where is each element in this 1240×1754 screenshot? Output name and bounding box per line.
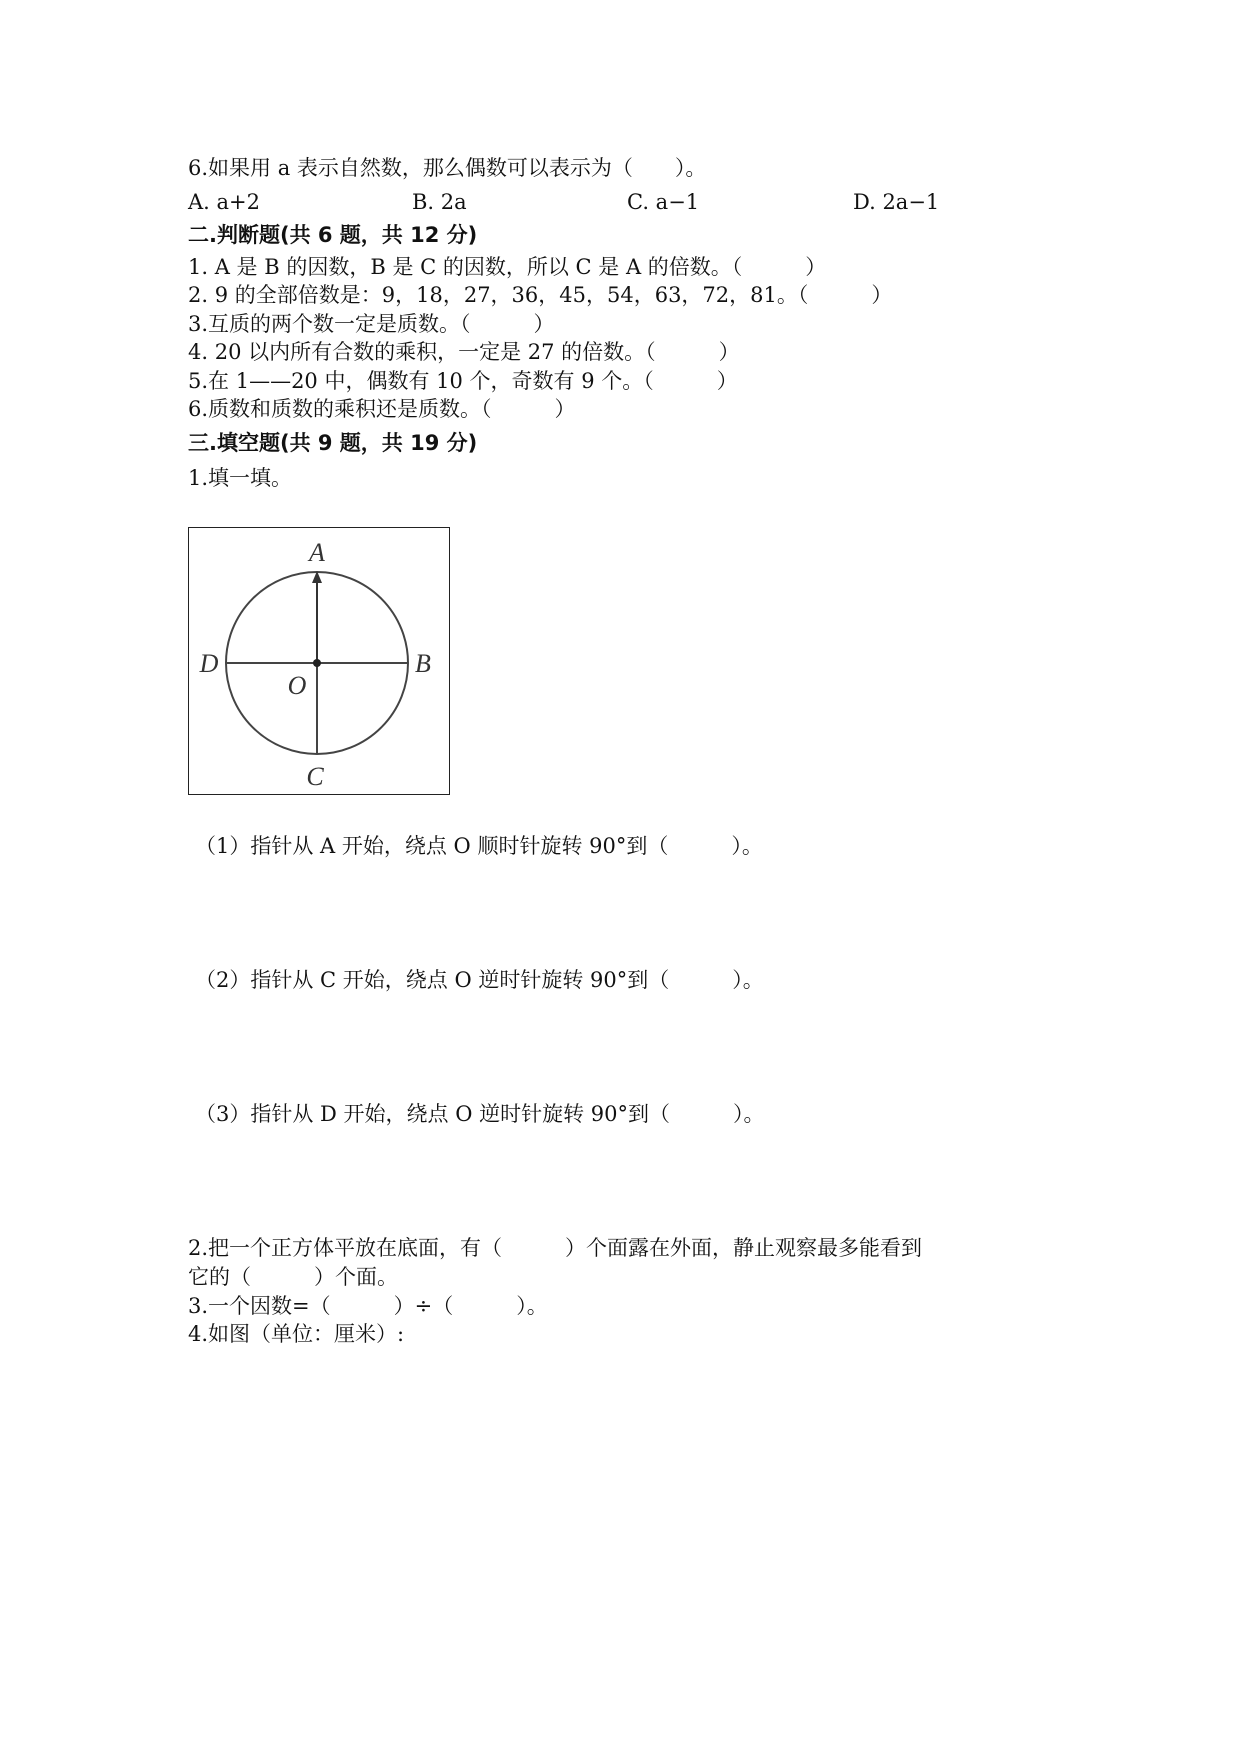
fill-q2-line2: 它的（ ）个面。	[188, 1265, 398, 1289]
judge-item-5: 5.在 1——20 中，偶数有 10 个，奇数有 9 个。（ ）	[188, 369, 738, 393]
judge-item-4: 4. 20 以内所有合数的乘积，一定是 27 的倍数。（ ）	[188, 340, 740, 364]
fill-q1-sub1: （1）指针从 A 开始，绕点 O 顺时针旋转 90°到（ ）。	[195, 834, 763, 858]
option-d: D. 2a−1	[853, 190, 940, 214]
fill-q1-sub3: （3）指针从 D 开始，绕点 O 逆时针旋转 90°到（ ）。	[195, 1102, 765, 1126]
fill-q2-line1: 2.把一个正方体平放在底面，有（ ）个面露在外面，静止观察最多能看到	[188, 1236, 923, 1260]
label-b: B	[415, 649, 431, 678]
option-b: B. 2a	[412, 190, 467, 214]
section-3-title: 三.填空题(共 9 题，共 19 分)	[188, 431, 478, 455]
section-2-title: 二.判断题(共 6 题，共 12 分)	[188, 223, 478, 247]
judge-item-2: 2. 9 的全部倍数是：9，18，27，36，45，54，63，72，81。（ ）	[188, 283, 893, 307]
judge-item-3: 3.互质的两个数一定是质数。（ ）	[188, 312, 555, 336]
fill-q1: 1.填一填。	[188, 466, 293, 490]
option-a: A. a+2	[188, 190, 260, 214]
center-dot	[313, 659, 321, 667]
fill-q4: 4.如图（单位：厘米）:	[188, 1322, 405, 1346]
circle-diagram	[189, 528, 451, 796]
question-6-stem: 6.如果用 a 表示自然数，那么偶数可以表示为（ ）。	[188, 156, 707, 180]
label-d: D	[199, 649, 219, 678]
judge-item-6: 6.质数和质数的乘积还是质数。（ ）	[188, 397, 576, 421]
option-c: C. a−1	[627, 190, 700, 214]
label-c: C	[306, 762, 324, 791]
label-a: A	[309, 538, 325, 567]
circle-figure	[188, 527, 450, 795]
fill-q3: 3.一个因数=（ ）÷（ ）。	[188, 1294, 548, 1318]
label-o: O	[287, 671, 307, 700]
judge-item-1: 1. A 是 B 的因数，B 是 C 的因数，所以 C 是 A 的倍数。（ ）	[188, 255, 827, 279]
fill-q1-sub2: （2）指针从 C 开始，绕点 O 逆时针旋转 90°到（ ）。	[195, 968, 764, 992]
